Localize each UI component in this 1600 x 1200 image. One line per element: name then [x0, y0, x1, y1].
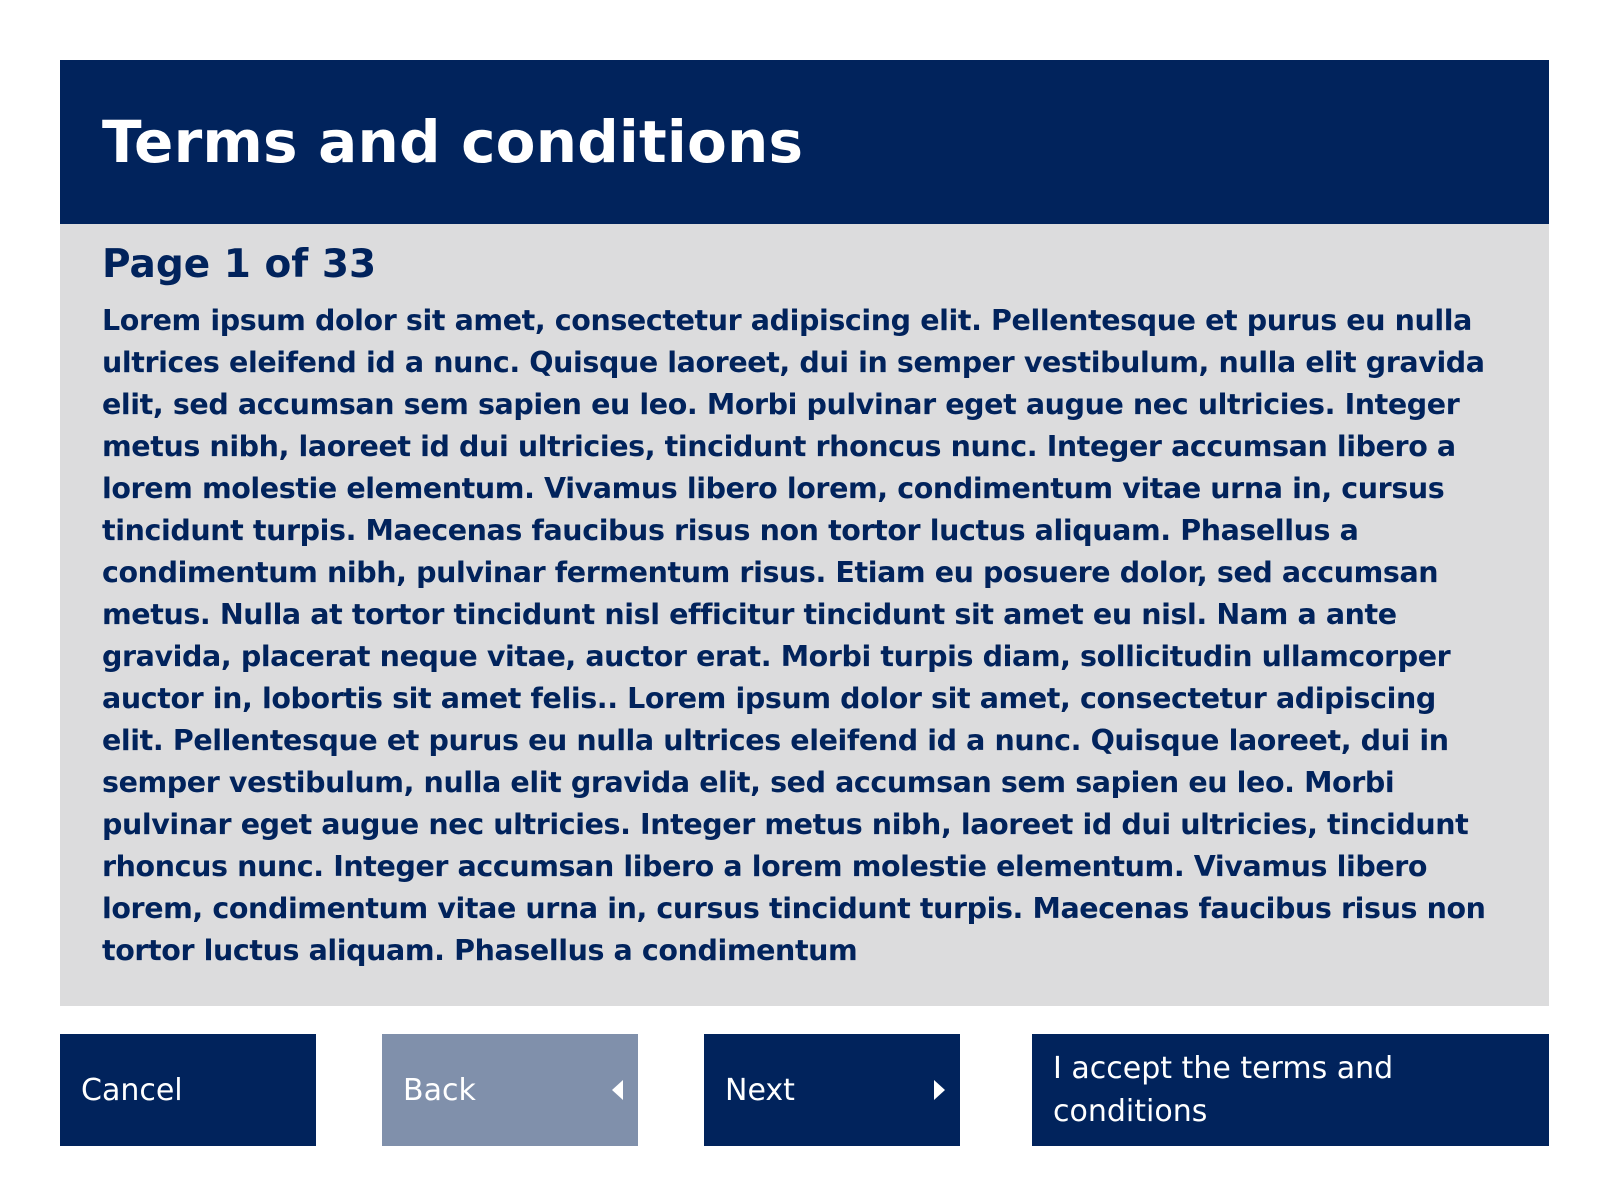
next-button-label: Next [725, 1072, 795, 1108]
terms-body-text: Lorem ipsum dolor sit amet, consectetur adipiscing elit. Pellentesque et purus eu nulla ultrices eleifend id a nunc. Quisque laoreet, dui in semper vestibulum, nulla elit gravida elit, sed accumsan sem sapien eu leo. Morbi pulvinar eget augue nec ultricies. Integer metus nibh, laoreet id dui ultricies, tincidunt rhoncus nunc. Integer accumsan libero a lorem molestie elementum. Vivamus libero lorem, condimentum vitae urna in, cursus tincidunt turpis. Maecenas faucibus risus non tortor luctus aliquam. Phasellus a condimentum nibh, pulvinar fermentum risus. Etiam eu posuere dolor, sed accumsan metus. Nulla at tortor tincidunt nisl efficitur tincidunt sit amet eu nisl. Nam a ante gravida, placerat neque vitae, auctor erat. Morbi turpis diam, sollicitudin ullamcorper auctor in, lobortis sit amet felis.. Lorem ipsum dolor sit amet, consectetur adipiscing elit. Pellentesque et purus eu nulla ultrices eleifend id a nunc. Quisque laoreet, dui in semper vestibulum, nulla elit gravida elit, sed accumsan sem sapien eu leo. Morbi pulvinar eget augue nec ultricies. Integer metus nibh, laoreet id dui ultricies, tincidunt rhoncus nunc. Integer accumsan libero a lorem molestie elementum. Vivamus libero lorem, condimentum vitae urna in, cursus tincidunt turpis. Maecenas faucibus risus non tortor luctus aliquam. Phasellus a condimentum [102, 304, 1486, 967]
chevron-left-icon [612, 1080, 623, 1100]
cancel-button[interactable] [60, 1034, 316, 1146]
accept-terms-button[interactable] [1032, 1034, 1549, 1146]
cancel-button-label: Cancel [81, 1072, 183, 1108]
page-indicator: Page 1 of 33 [102, 242, 377, 287]
back-button[interactable] [382, 1034, 638, 1146]
chevron-right-icon [934, 1080, 945, 1100]
page-title: Terms and conditions [102, 108, 804, 176]
back-button-label: Back [403, 1072, 476, 1108]
terms-panel[interactable] [60, 224, 1549, 1006]
next-button[interactable] [704, 1034, 960, 1146]
accept-terms-button-label: I accept the terms and conditions [1053, 1051, 1394, 1129]
page-header [60, 60, 1549, 224]
